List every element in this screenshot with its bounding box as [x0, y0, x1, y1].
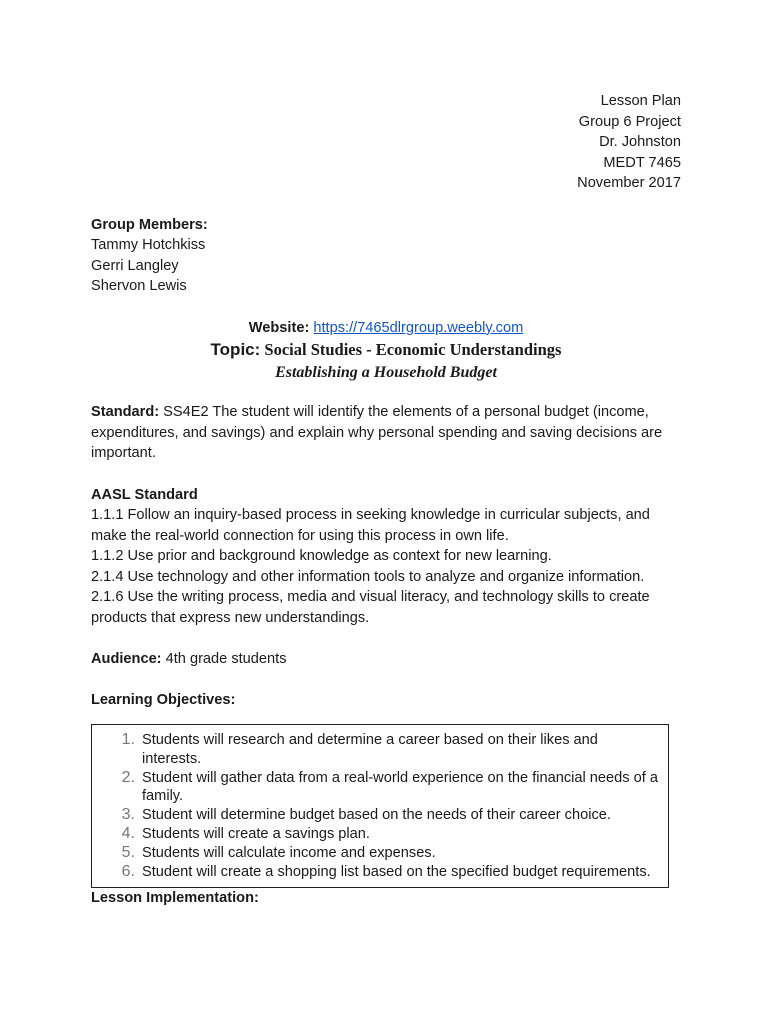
group-member-name: Shervon Lewis: [91, 278, 187, 295]
audience-label: Audience:: [91, 651, 162, 668]
list-item-text: Students will create a savings plan.: [142, 826, 370, 843]
list-item: [92, 825, 660, 844]
website-link[interactable]: https://7465dlrgroup.weebly.com: [313, 319, 524, 336]
header-line-course: MEDT 7465: [603, 154, 681, 171]
list-item-text: Student will create a shopping list based on the specified budget requirements.: [142, 863, 651, 880]
topic-subtitle: Establishing a Household Budget: [275, 364, 497, 382]
list-item-text: Student will gather data from a real-world experience on the financial needs of a family.: [142, 769, 658, 805]
list-item: [92, 844, 660, 863]
implementation-label: Lesson Implementation:: [91, 890, 259, 907]
header-block: [91, 91, 681, 194]
group-members-section: [91, 215, 681, 297]
list-number: 6.: [121, 862, 135, 880]
website-line: [91, 318, 681, 339]
aasl-item: 2.1.6 Use the writing process, media and visual literacy, and technology skills to create products that express new understandings.: [91, 589, 650, 627]
list-number: 3.: [121, 806, 135, 824]
topic-title: [91, 338, 681, 362]
aasl-item: 1.1.1 Follow an inquiry-based process in seeking knowledge in curricular subjects, and make the real-world connection for using this process in own life.: [91, 507, 650, 544]
header-line-group: Group 6 Project: [578, 113, 681, 130]
list-number: 5.: [121, 843, 135, 861]
list-item-text: Student will determine budget based on the needs of their career choice.: [142, 807, 611, 824]
header-line-instructor: Dr. Johnston: [599, 134, 681, 151]
aasl-item: 2.1.4 Use technology and other information tools to analyze and organize information.: [91, 568, 645, 585]
list-item: [92, 769, 660, 807]
aasl-item: 1.1.2 Use prior and background knowledge as context for new learning.: [91, 548, 552, 565]
aasl-section: [91, 485, 681, 629]
topic-text: Social Studies - Economic Understandings: [264, 340, 562, 360]
group-members-label: Group Members:: [91, 216, 208, 233]
document-page: [91, 91, 681, 909]
objectives-box: [91, 724, 669, 888]
list-item: [92, 806, 660, 825]
list-item-text: Students will research and determine a career based on their likes and interests.: [142, 732, 598, 767]
standard-text: SS4E2 The student will identify the elements of a personal budget (income, expenditures, and savings) and explain why personal spending and saving decisions are important.: [91, 404, 663, 462]
standard-section: [91, 402, 681, 464]
objectives-list: [92, 731, 660, 881]
aasl-label: AASL Standard: [91, 486, 198, 503]
list-number: 4.: [121, 825, 135, 843]
list-item: [92, 863, 660, 882]
objectives-label: Learning Objectives:: [91, 692, 236, 709]
list-number: 1.: [121, 731, 135, 749]
header-line-lesson-plan: Lesson Plan: [600, 93, 681, 109]
topic-label: Topic:: [210, 340, 261, 360]
website-label: Website:: [248, 319, 310, 336]
standard-label: Standard:: [91, 404, 160, 421]
header-line-date: November 2017: [577, 175, 681, 192]
audience-text: 4th grade students: [165, 651, 287, 668]
group-member-name: Gerri Langley: [91, 257, 179, 274]
audience-section: [91, 649, 681, 670]
list-item: [92, 731, 660, 769]
list-number: 2.: [121, 768, 135, 786]
group-member-name: Tammy Hotchkiss: [91, 237, 206, 254]
list-item-text: Students will calculate income and expenses.: [142, 844, 436, 861]
